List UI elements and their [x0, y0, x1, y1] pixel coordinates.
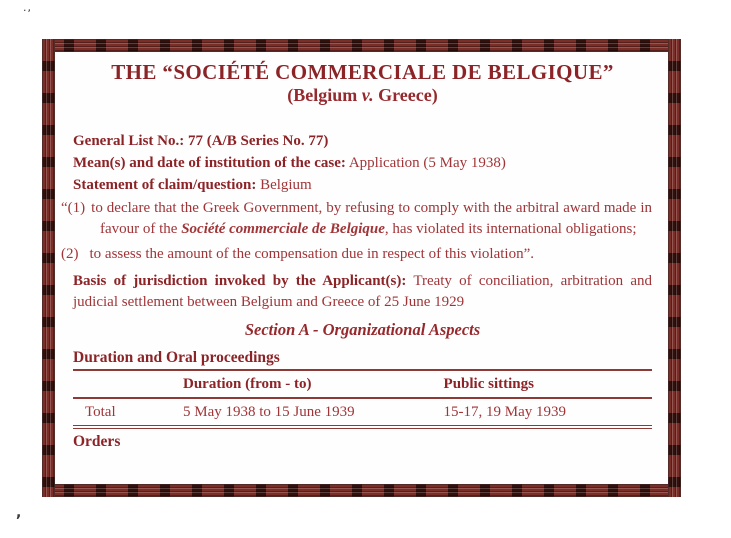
case-parties [73, 84, 652, 107]
basis-label: Basis of jurisdiction invoked by the Applicant(s): [73, 273, 407, 289]
statement-label: Statement of claim/question: [73, 177, 257, 193]
field-means [73, 152, 652, 174]
means-value: Application (5 May 1938) [348, 155, 506, 171]
parties-post: Greece) [373, 85, 438, 105]
claim-2-text: to assess the amount of the compensation due in respect of this violation”. [89, 246, 534, 262]
claim-2-number: (2) [61, 246, 79, 262]
frame-border-top [42, 39, 681, 52]
field-statement [73, 174, 652, 196]
proceedings-table [73, 369, 652, 429]
frame-border-bottom [42, 484, 681, 497]
duration-heading: Duration and Oral proceedings [73, 349, 280, 366]
case-summary-card [55, 52, 668, 484]
claim-item-1 [61, 198, 652, 240]
versus-abbrev: v. [361, 85, 374, 105]
general-list-value: 77 (A/B Series No. 77) [187, 133, 329, 149]
statement-value: Belgium [260, 177, 312, 193]
header-empty [73, 370, 183, 398]
table-header-row [73, 370, 652, 398]
section-a-heading: Section A - Organizational Aspects [244, 320, 481, 339]
case-fields [73, 130, 652, 196]
claim-1-number: “(1) [61, 200, 86, 216]
basis-of-jurisdiction [73, 271, 652, 313]
header-public-sittings: Public sittings [444, 370, 652, 398]
means-label: Mean(s) and date of institution of the case: [73, 155, 346, 171]
general-list-label: General List No.: [73, 133, 185, 149]
cell-duration: 5 May 1938 to 15 June 1939 [183, 398, 444, 427]
claim-item-2 [61, 244, 652, 265]
parties-pre: (Belgium [287, 85, 362, 105]
cell-total: Total [73, 398, 183, 427]
cell-sittings: 15-17, 19 May 1939 [444, 398, 652, 427]
stray-mark-top: ., [23, 1, 32, 14]
decorative-frame [42, 39, 681, 497]
case-title: THE “SOCIÉTÉ COMMERCIALE DE BELGIQUE” [111, 60, 614, 84]
claim-1-text-end: , has violated its international obligations; [384, 221, 637, 237]
orders-heading: Orders [73, 433, 121, 450]
stray-mark-bottom: , [16, 505, 22, 521]
table-row [73, 398, 652, 427]
header-duration: Duration (from - to) [183, 370, 444, 398]
field-general-list [73, 130, 652, 152]
frame-border-left [42, 39, 55, 497]
frame-border-right [668, 39, 681, 497]
claim-1-text: to declare that the Greek Government, by refusing to comply with the arbitral award made in favour of the [91, 200, 652, 237]
claim-quote [61, 198, 652, 265]
basis-value: Treaty of conciliation, arbitration and judicial settlement between Belgium and Greece of 25 June 1929 [73, 273, 653, 310]
claim-1-emphasis: Société commerciale de Belgique [181, 221, 385, 237]
